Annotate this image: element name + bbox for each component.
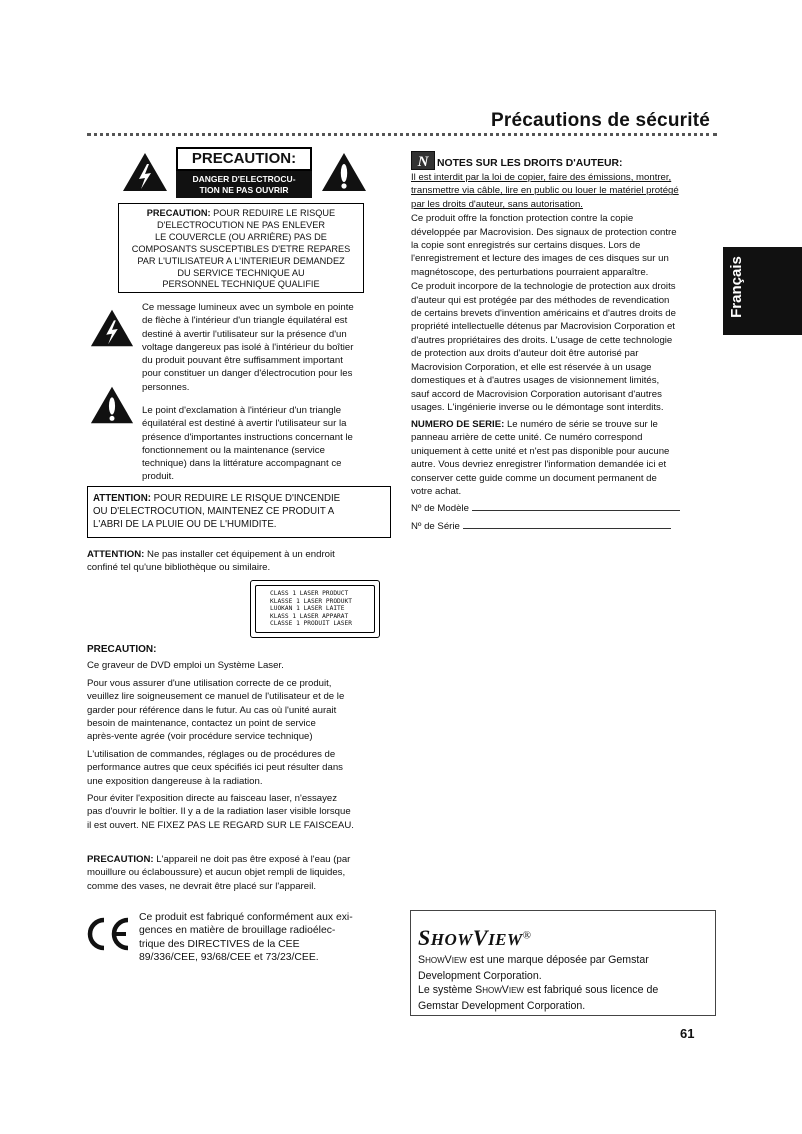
laser-precaution-heading: PRECAUTION: — [87, 644, 157, 655]
precaution-notice-line: PRECAUTION: POUR REDUIRE LE RISQUE — [146, 208, 336, 218]
serial-number-label: NUMERO DE SERIE: — [411, 419, 505, 430]
showview-logo: SHOWVIEW® — [418, 925, 532, 950]
attention-fire-box: ATTENTION: POUR REDUIRE LE RISQUE D'INCENDIE OU D'ELECTROCUTION, MAINTENEZ CE PRODUIT A L'ABRI DE LA PLUIE OU DE L'HUMIDITE. — [87, 486, 391, 538]
attention-install-label: ATTENTION: — [87, 549, 145, 560]
precaution-box-title: PRECAUTION: — [176, 147, 312, 171]
serial-number-blank — [463, 519, 671, 529]
exclamation-symbol-icon — [89, 384, 135, 426]
laser-precaution-p2: Pour vous assurer d'une utilisation correcte de ce produit, veuillez lire soigneusement ce manuel de l'utilisateur et de le garder pour référence dans le futur. Au cas où l'unité aurait besoin de maintenance, contactez un point de service après-vente agrée (voir procédure service technique) — [87, 677, 345, 743]
precaution-notice-line: D'ELECTROCUTION NE PAS ENLEVER — [156, 219, 325, 230]
attention-label: ATTENTION: — [93, 493, 151, 504]
precaution-notice-label: PRECAUTION: — [146, 208, 211, 218]
svg-text:N: N — [417, 154, 429, 170]
page-title: Précautions de sécurité — [491, 110, 710, 131]
copyright-section — [411, 171, 719, 418]
laser-class-label-inner: CLASS 1 LASER PRODUCT KLASSE 1 LASER PRODUKT LUOKAN 1 LASER LAITE KLASS 1 LASER APPARAT CLASSE 1 PRODUIT LASER — [255, 585, 375, 633]
showview-trademark-text: SHOWVIEW est une marque déposée par Gemstar Development Corporation. Le système SHOWVIEW est fabriqué sous licence de Gemstar Development Corporation. — [418, 954, 659, 1012]
laser-precaution-p4: Pour éviter l'exposition directe au faisceau laser, n'essayez pas d'ouvrir le boîtier. Il y a de la radiation laser visible lorsque il est ouvert. NE FIXEZ PAS LE REGARD SUR LE FAISCEAU. — [87, 793, 354, 831]
precaution-subtitle-line: DANGER D'ELECTROCU- — [192, 174, 296, 184]
lightning-symbol-icon — [89, 307, 135, 349]
model-number-blank — [472, 501, 680, 511]
copyright-macrovision-p1: Ce produit offre la fonction protection contre la copie développée par Macrovision. Des signaux de protection contre la copie sont enregistrés sur certains disques. Lors de l'enregistrement et lecture des images de ces disques sur un magnétoscope, des perturbations pourraient apparaître. — [411, 213, 677, 278]
ce-conformity-text: Ce produit est fabriqué conformément aux exi- gences en matière de brouillage radioélec- trique des DIRECTIVES de la CEE 89/336/CEE, 93/68/CEE et 73/23/CEE. — [139, 912, 353, 964]
lightning-warning-icon — [121, 151, 169, 193]
title-divider — [87, 133, 717, 136]
precaution-subtitle-line: TION NE PAS OUVRIR — [199, 184, 289, 195]
ce-mark-icon — [86, 917, 132, 951]
precaution-notice-box — [118, 203, 364, 293]
water-precaution-notice: PRECAUTION: L'appareil ne doit pas être exposé à l'eau (par mouillure ou éclaboussure) et aucun objet rempli de liquides, comme des vases, ne devrait être placé sur l'appareil. — [87, 854, 351, 892]
lightning-symbol-description: Ce message lumineux avec un symbole en pointe de flèche à l'intérieur d'un triangle équilatéral est destiné à avertir l'utilisateur sur la présence d'un voltage dangereux pas isolé à l'intérieur du boîtier du produit pouvant être suffisamment important pour constituer un danger d'électrocution pour les personnes. — [142, 302, 354, 393]
precaution-box-subtitle — [176, 171, 312, 198]
exclamation-symbol-description: Le point d'exclamation à l'intérieur d'un triangle équilatéral est destiné à avertir l'utilisateur sur la présence d'importantes instructions concernant le fonctionnement ou la maintenance (service technique) dans la littérature accompagnant ce produit. — [142, 405, 353, 483]
model-number-label: Nº de Modèle — [411, 503, 469, 515]
laser-class-label — [250, 580, 380, 638]
copyright-macrovision-p2: Ce produit incorpore de la technologie de protection aux droits d'auteur qui est protégée par des méthodes de revendication de certains brevets d'invention américains et d'autres droits de propriété intellectuelle détenus par Macrovision Corporation et d'autres propriétaires des droits. L'usage de cette technologie de protection aux droits d'auteur doit être autorisé par Macrovision Corporation, et elle est réservée à un usage domestiques et à d'autres usages de visionnement limités, sauf accord de Macrovision Corporation autorisant d'autres usages. L'ingénierie inverse ou le démontage sont interdits. — [411, 281, 676, 413]
precaution-notice-line: COMPOSANTS SUSCEPTIBLES D'ETRE REPARES — [131, 243, 351, 254]
laser-precaution-section — [87, 643, 397, 836]
precaution-notice-line: LE COUVERCLE (OU ARRIÈRE) PAS DE — [155, 231, 327, 242]
language-tab — [723, 247, 802, 335]
precaution-notice-line: PERSONNEL TECHNIQUE QUALIFIE — [162, 279, 320, 290]
laser-precaution-p1: Ce graveur de DVD emploi un Système Laser. — [87, 660, 284, 672]
model-number-field — [411, 501, 719, 515]
exclamation-warning-icon — [320, 151, 368, 193]
language-tab-label: Français — [728, 256, 745, 318]
copyright-title: NOTES SUR LES DROITS D'AUTEUR: — [437, 158, 623, 169]
precaution-notice-line: PAR L'UTILISATEUR A L'INTERIEUR DEMANDEZ — [137, 255, 345, 266]
page-number: 61 — [680, 1026, 695, 1041]
laser-precaution-p3: L'utilisation de commandes, réglages ou de procédures de performance autres que ceux spécifiés ici peut résulter dans une exposition dangereuse à la radiation. — [87, 748, 343, 787]
serial-number-field — [411, 519, 719, 533]
serial-number-field-label: Nº de Série — [411, 520, 460, 532]
serial-number-section: NUMERO DE SERIE: Le numéro de série se trouve sur le panneau arrière de cette unité. Ce numéro correspond uniquement à cette unité et n'est pas disponible pour aucune autre. Vous devriez enregistrer l'information demandée ici et conserver cette guide comme un document permanent de votre achat. Nº de Modèle Nº de Série — [411, 418, 719, 533]
showview-box — [410, 910, 716, 1016]
precaution-notice-line: DU SERVICE TECHNIQUE AU — [177, 267, 305, 278]
copyright-legal-notice: Il est interdit par la loi de copier, faire des émissions, montrer, transmettre via câble, lire en public ou louer le matériel protégé par les droits d'auteur, sans autorisation. — [411, 172, 679, 210]
note-icon — [411, 151, 435, 170]
water-precaution-label: PRECAUTION: — [87, 854, 154, 865]
attention-install-notice: ATTENTION: Ne pas installer cet équipement à un endroit confiné tel qu'une bibliothèque ou similaire. — [87, 549, 335, 574]
